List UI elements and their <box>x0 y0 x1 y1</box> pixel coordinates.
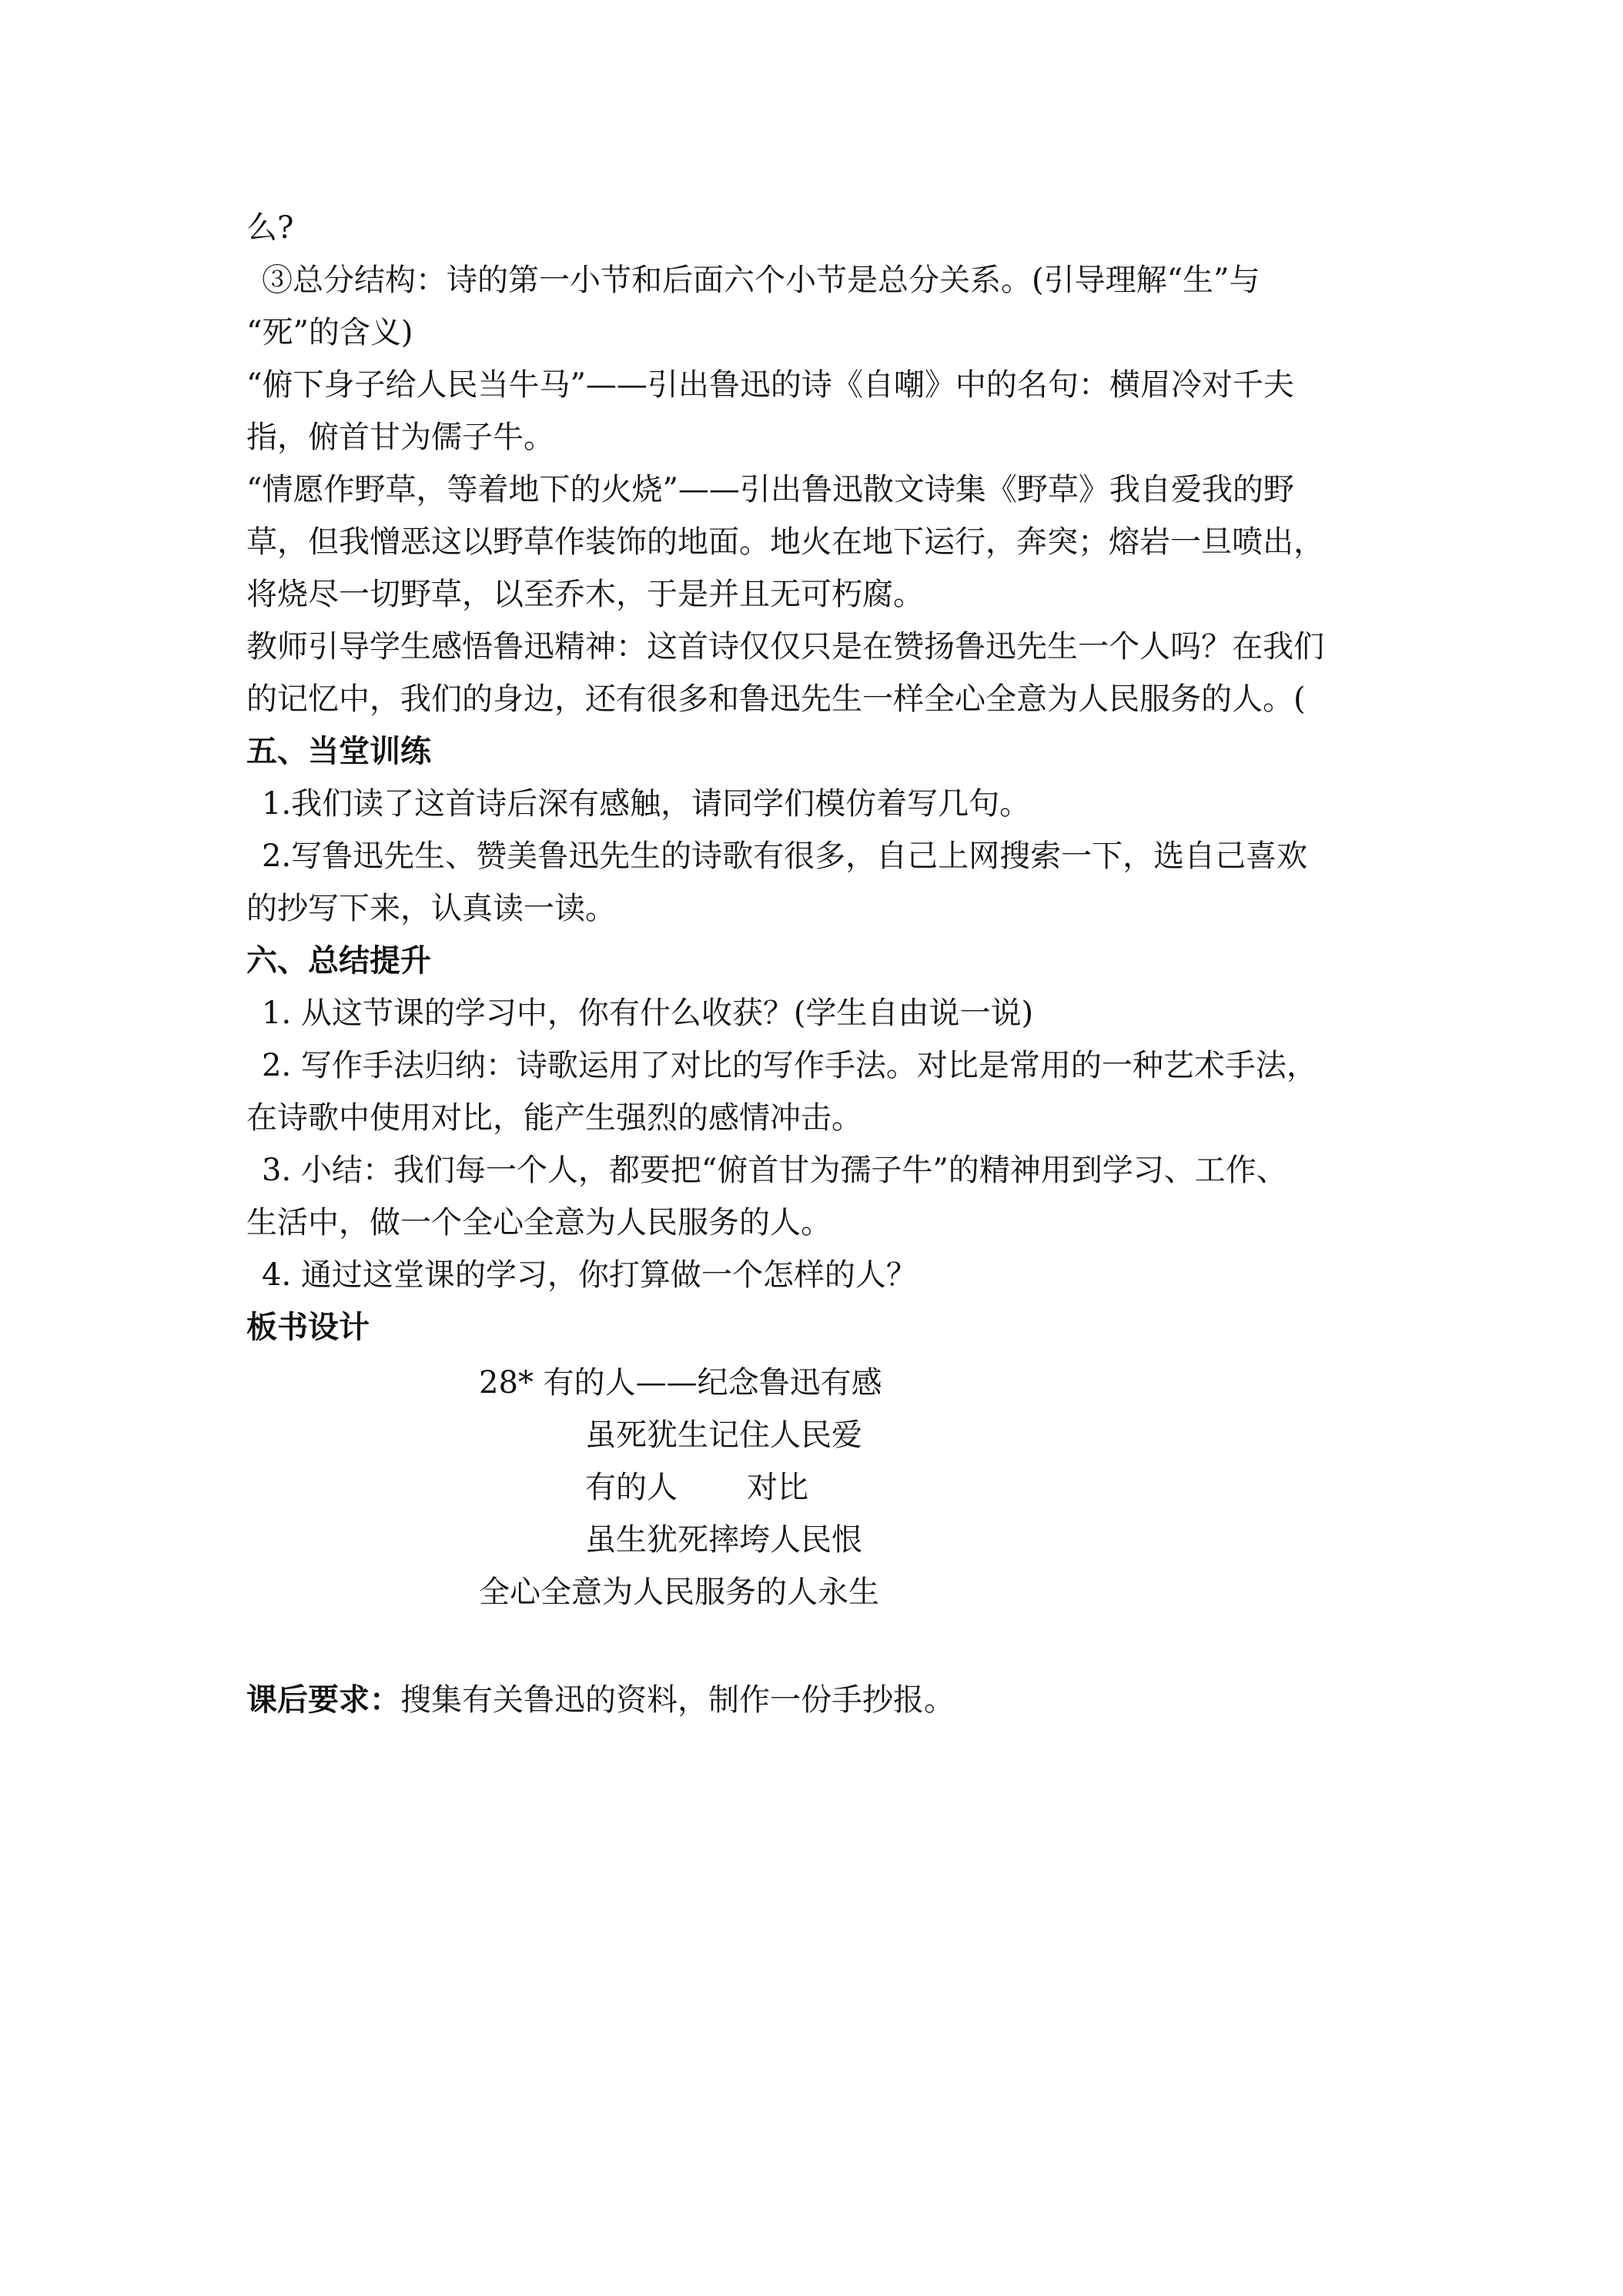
board-line: 虽死犹生记住人民爱 <box>585 1417 862 1453</box>
paragraph-line: 指，俯首甘为儒子牛。 <box>246 420 554 455</box>
board-title-line: 28* 有的人——纪念鲁迅有感 <box>479 1365 882 1401</box>
paragraph-line: 草，但我憎恶这以野草作装饰的地面。地火在地下运行，奔突；熔岩一旦喷出， <box>246 524 1324 560</box>
board-line: 虽生犹死摔垮人民恨 <box>585 1522 862 1558</box>
list-item: 2. 写作手法归纳：诗歌运用了对比的写作手法。对比是常用的一种艺术手法， <box>262 1048 1317 1083</box>
list-item-continuation: 的抄写下来，认真读一读。 <box>246 891 616 926</box>
paragraph-line: 么? <box>246 210 294 246</box>
homework-label: 课后要求： <box>246 1682 400 1718</box>
list-item: 4. 通过这堂课的学习，你打算做一个怎样的人？ <box>262 1257 917 1293</box>
paragraph-line: “情愿作野草，等着地下的火烧”——引出鲁迅散文诗集《野草》我自爱我的野 <box>246 472 1294 507</box>
paragraph-line: 教师引导学生感悟鲁迅精神：这首诗仅仅只是在赞扬鲁迅先生一个人吗？在我们 <box>246 629 1324 664</box>
spacer <box>246 1618 1378 1674</box>
paragraph-line: 的记忆中，我们的身边，还有很多和鲁迅先生一样全心全意为人民服务的人。( <box>246 681 1306 717</box>
list-item-continuation: 在诗歌中使用对比，能产生强烈的感情冲击。 <box>246 1100 862 1136</box>
homework-requirement <box>246 1674 1378 1726</box>
board-line-left: 有的人 <box>585 1470 678 1505</box>
list-item: 2.写鲁迅先生、赞美鲁迅先生的诗歌有很多，自己上网搜索一下，选自己喜欢 <box>262 838 1308 874</box>
list-item: 1.我们读了这首诗后深有感触，请同学们模仿着写几句。 <box>262 786 1031 822</box>
homework-text: 搜集有关鲁迅的资料，制作一份手抄报。 <box>400 1682 955 1718</box>
list-item: 3. 小结：我们每一个人，都要把“俯首甘为孺子牛”的精神用到学习、工作、 <box>262 1153 1287 1188</box>
board-design-heading: 板书设计 <box>246 1310 370 1345</box>
paragraph-line: ③总分结构：诗的第一小节和后面六个小节是总分关系。(引导理解“生”与 <box>262 263 1260 298</box>
paragraph-line: “俯下身子给人民当牛马”——引出鲁迅的诗《自嘲》中的名句：横眉冷对千夫 <box>246 367 1294 403</box>
paragraph-line: “死”的含义) <box>246 315 413 350</box>
document-page <box>246 202 1378 1726</box>
paragraph-line: 将烧尽一切野草，以至乔木，于是并且无可朽腐。 <box>246 577 924 612</box>
board-line-right: 对比 <box>747 1470 808 1505</box>
list-item-continuation: 生活中，做一个全心全意为人民服务的人。 <box>246 1205 832 1240</box>
section-heading: 六、总结提升 <box>246 943 431 979</box>
board-design <box>246 1357 1378 1618</box>
list-item: 1. 从这节课的学习中，你有什么收获？(学生自由说一说) <box>262 996 1034 1031</box>
section-heading: 五、当堂训练 <box>246 734 431 769</box>
board-line: 全心全意为人民服务的人永生 <box>479 1575 879 1610</box>
board-line <box>246 1461 1378 1514</box>
